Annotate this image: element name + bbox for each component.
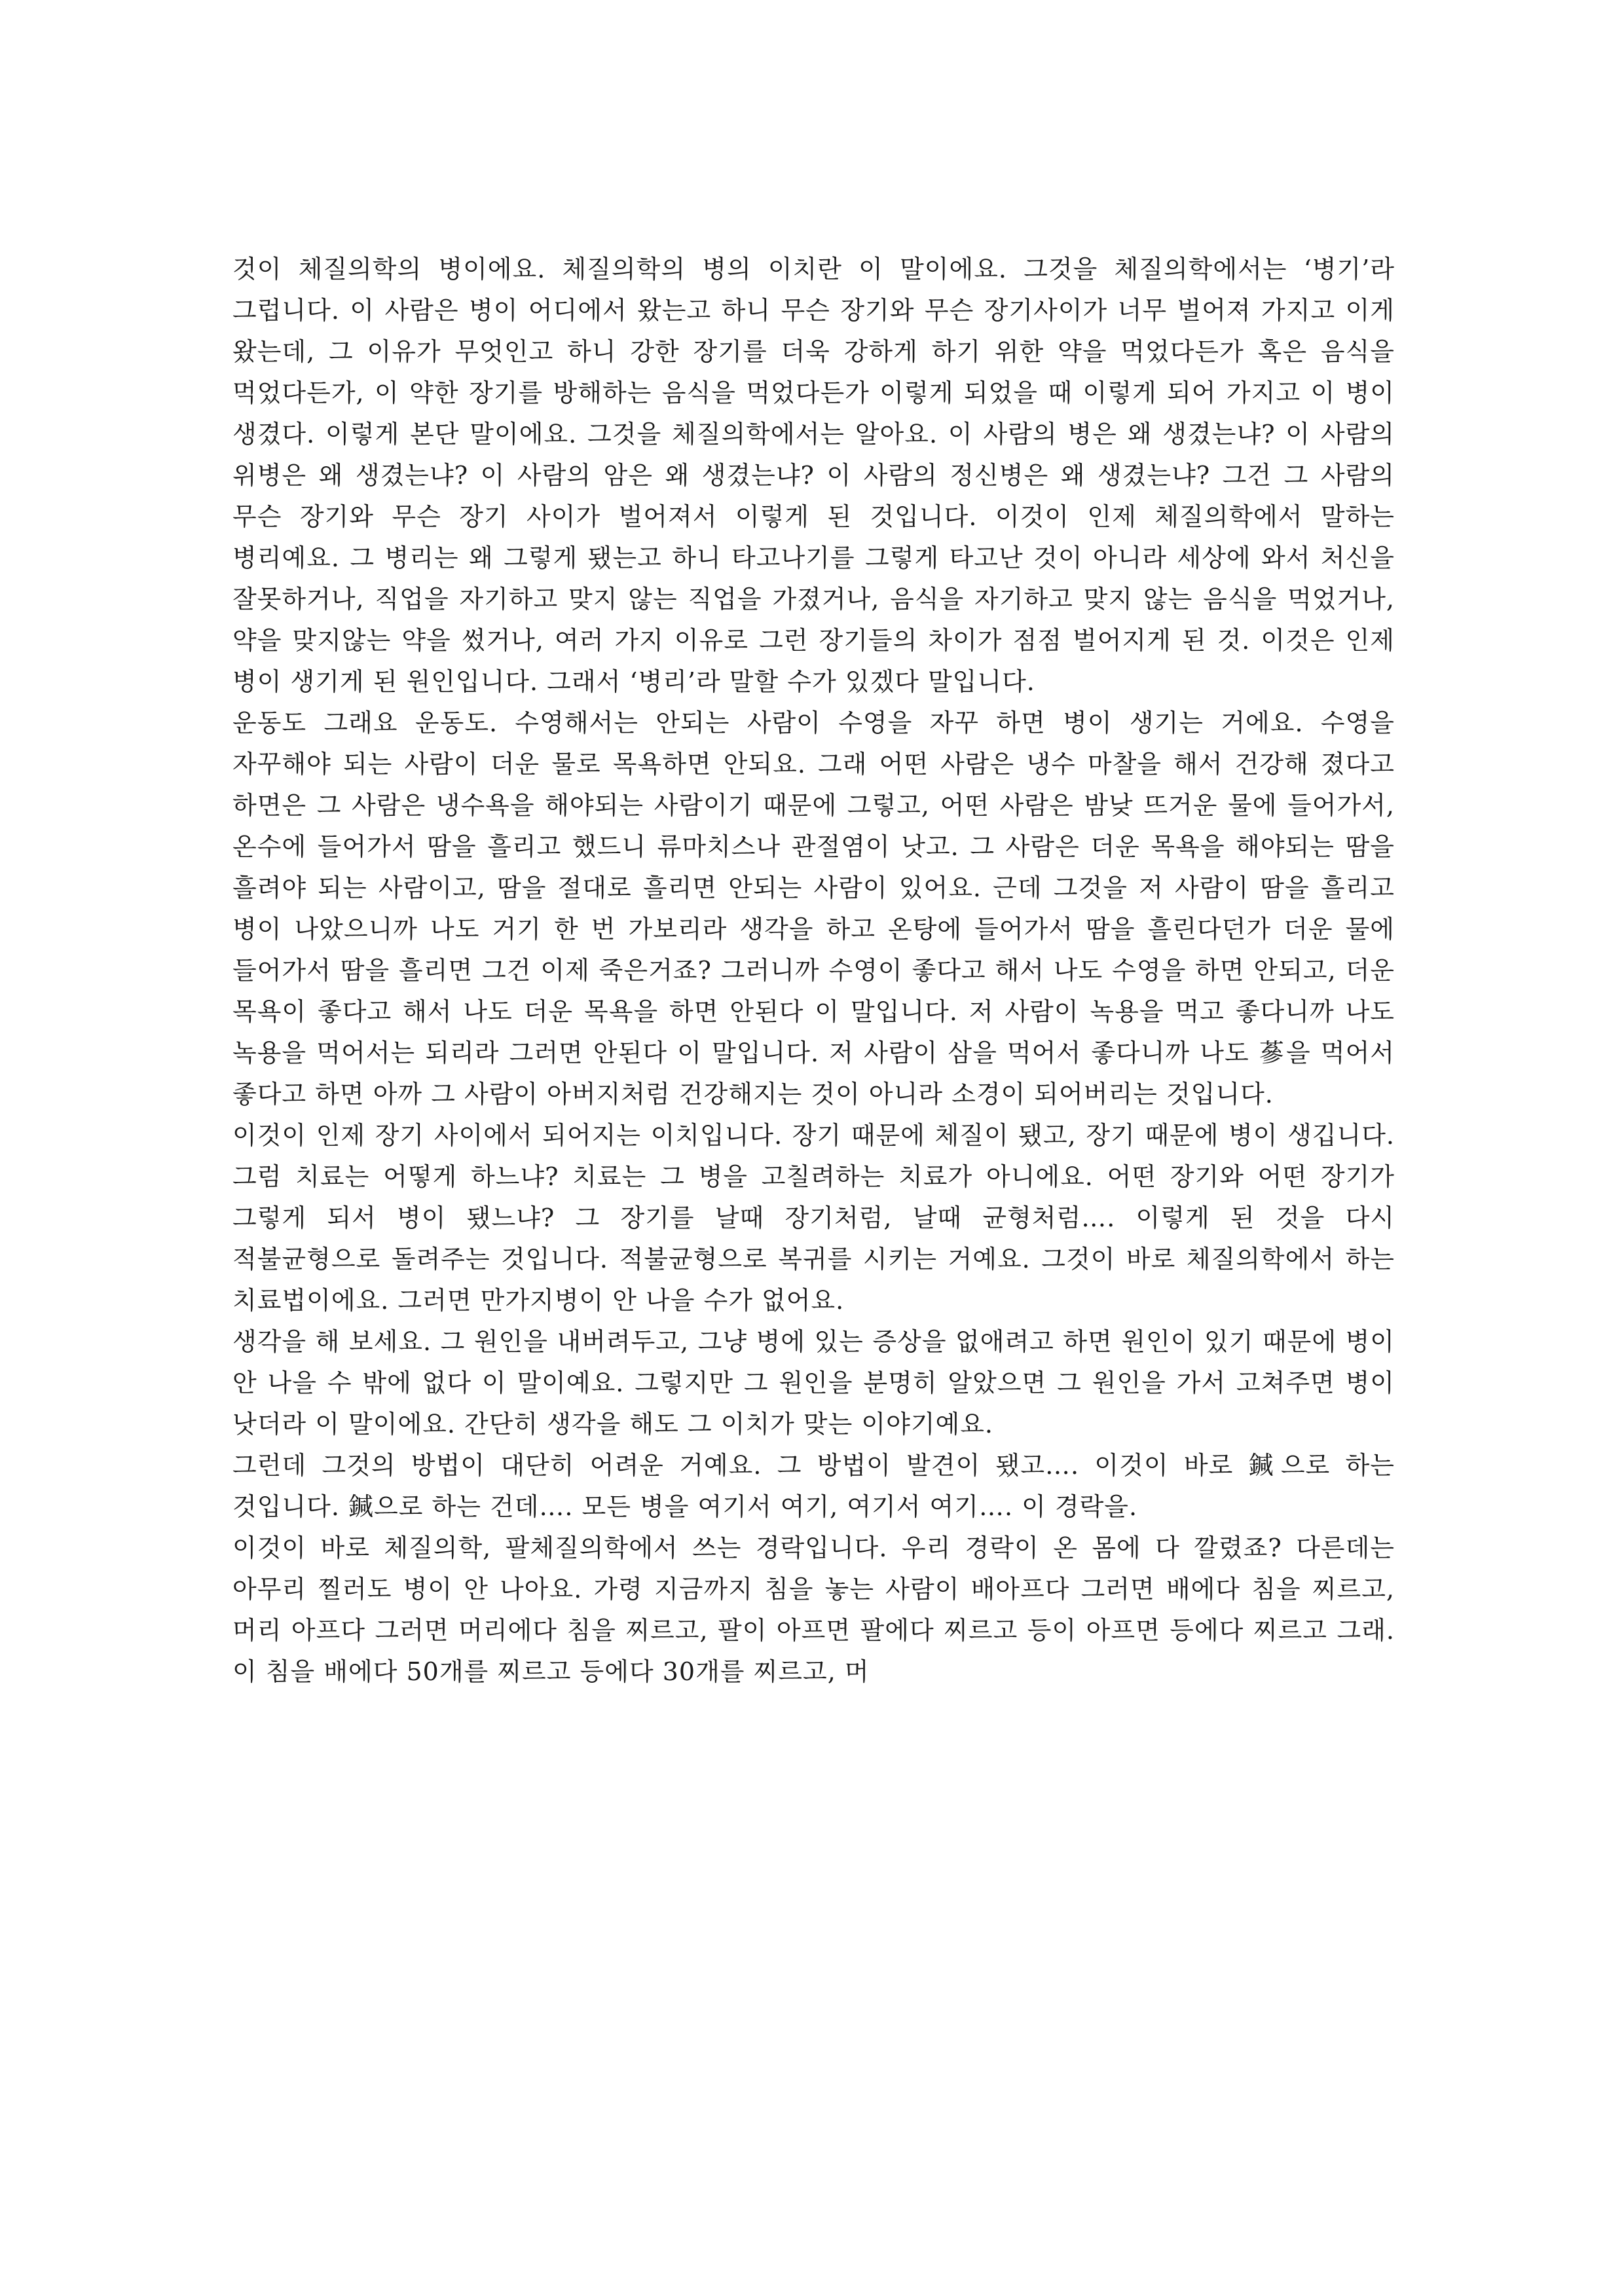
- body-text: [232, 249, 1395, 1693]
- paragraph: 이것이 바로 체질의학, 팔체질의학에서 쓰는 경락입니다. 우리 경락이 온 몸에 다 깔렸죠? 다른데는 아무리 찔러도 병이 안 나아요. 가령 지금까지 침을 놓는 사람이 배아프다 그러면 배에다 침을 찌르고, 머리 아프다 그러면 머리에다 침을 찌르고, 팔이 아프면 팔에다 찌르고 등이 아프면 등에다 찌르고 그래. 이 침을 배에다 50개를 찌르고 등에다 30개를 찌르고, 머: [232, 1533, 1395, 1686]
- paragraph: 운동도 그래요 운동도. 수영해서는 안되는 사람이 수영을 자꾸 하면 병이 생기는 거에요. 수영을 자꾸해야 되는 사람이 더운 물로 목욕하면 안되요. 그래 어떤 사람은 냉수 마찰을 해서 건강해 졌다고 하면은 그 사람은 냉수욕을 해야되는 사람이기 때문에 그렇고, 어떤 사람은 밤낮 뜨거운 물에 들어가서, 온수에 들어가서 땀을 흘리고 했드니 류마치스나 관절염이 낫고. 그 사람은 더운 목욕을 해야되는 땀을 흘려야 되는 사람이고, 땀을 절대로 흘리면 안되는 사람이 있어요. 근데 그것을 저 사람이 땀을 흘리고 병이 나았으니까 나도 거기 한 번 가보리라 생각을 하고 온탕에 들어가서 땀을 흘린다던가 더운 물에 들어가서 땀을 흘리면 그건 이제 죽은거죠? 그러니까 수영이 좋다고 해서 나도 수영을 하면 안되고, 더운 목욕이 좋다고 해서 나도 더운 목욕을 하면 안된다 이 말입니다. 저 사람이 녹용을 먹고 좋다니까 나도 녹용을 먹어서는 되리라 그러면 안된다 이 말입니다. 저 사람이 삼을 먹어서 좋다니까 나도 蔘을 먹어서 좋다고 하면 아까 그 사람이 아버지처럼 건강해지는 것이 아니라 소경이 되어버리는 것입니다.: [232, 708, 1395, 1109]
- paragraph: 이것이 인제 장기 사이에서 되어지는 이치입니다. 장기 때문에 체질이 됐고, 장기 때문에 병이 생깁니다. 그럼 치료는 어떻게 하느냐? 치료는 그 병을 고칠려하는 치료가 아니에요. 어떤 장기와 어떤 장기가 그렇게 되서 병이 됐느냐? 그 장기를 날때 장기처럼, 날때 균형처럼…. 이렇게 된 것을 다시 적불균형으로 돌려주는 것입니다. 적불균형으로 복귀를 시키는 거예요. 그것이 바로 체질의학에서 하는 치료법이에요. 그러면 만가지병이 안 나을 수가 없어요.: [232, 1121, 1395, 1315]
- paragraph: 그런데 그것의 방법이 대단히 어려운 거예요. 그 방법이 발견이 됐고…. 이것이 바로 鍼으로 하는 것입니다. 鍼으로 하는 건데…. 모든 병을 여기서 여기, 여기서 여기…. 이 경락을.: [232, 1451, 1395, 1521]
- paragraph: 것이 체질의학의 병이에요. 체질의학의 병의 이치란 이 말이에요. 그것을 체질의학에서는 ‘병기’라 그럽니다. 이 사람은 병이 어디에서 왔는고 하니 무슨 장기와 무슨 장기사이가 너무 벌어져 가지고 이게 왔는데, 그 이유가 무엇인고 하니 강한 장기를 더욱 강하게 하기 위한 약을 먹었다든가 혹은 음식을 먹었다든가, 이 약한 장기를 방해하는 음식을 먹었다든가 이렇게 되었을 때 이렇게 되어 가지고 이 병이 생겼다. 이렇게 본단 말이에요. 그것을 체질의학에서는 알아요. 이 사람의 병은 왜 생겼는냐? 이 사람의 위병은 왜 생겼는냐? 이 사람의 암은 왜 생겼는냐? 이 사람의 정신병은 왜 생겼는냐? 그건 그 사람의 무슨 장기와 무슨 장기 사이가 벌어져서 이렇게 된 것입니다. 이것이 인제 체질의학에서 말하는 병리예요. 그 병리는 왜 그렇게 됐는고 하니 타고나기를 그렇게 타고난 것이 아니라 세상에 와서 처신을 잘못하거나, 직업을 자기하고 맞지 않는 직업을 가졌거나, 음식을 자기하고 맞지 않는 음식을 먹었거나, 약을 맞지않는 약을 썼거나, 여러 가지 이유로 그런 장기들의 차이가 점점 벌어지게 된 것. 이것은 인제 병이 생기게 된 원인입니다. 그래서 ‘병리’라 말할 수가 있겠다 말입니다.: [232, 255, 1395, 696]
- paragraph: 생각을 해 보세요. 그 원인을 내버려두고, 그냥 병에 있는 증상을 없애려고 하면 원인이 있기 때문에 병이 안 나을 수 밖에 없다 이 말이예요. 그렇지만 그 원인을 분명히 알았으면 그 원인을 가서 고쳐주면 병이 낫더라 이 말이에요. 간단히 생각을 해도 그 이치가 맞는 이야기예요.: [232, 1327, 1395, 1439]
